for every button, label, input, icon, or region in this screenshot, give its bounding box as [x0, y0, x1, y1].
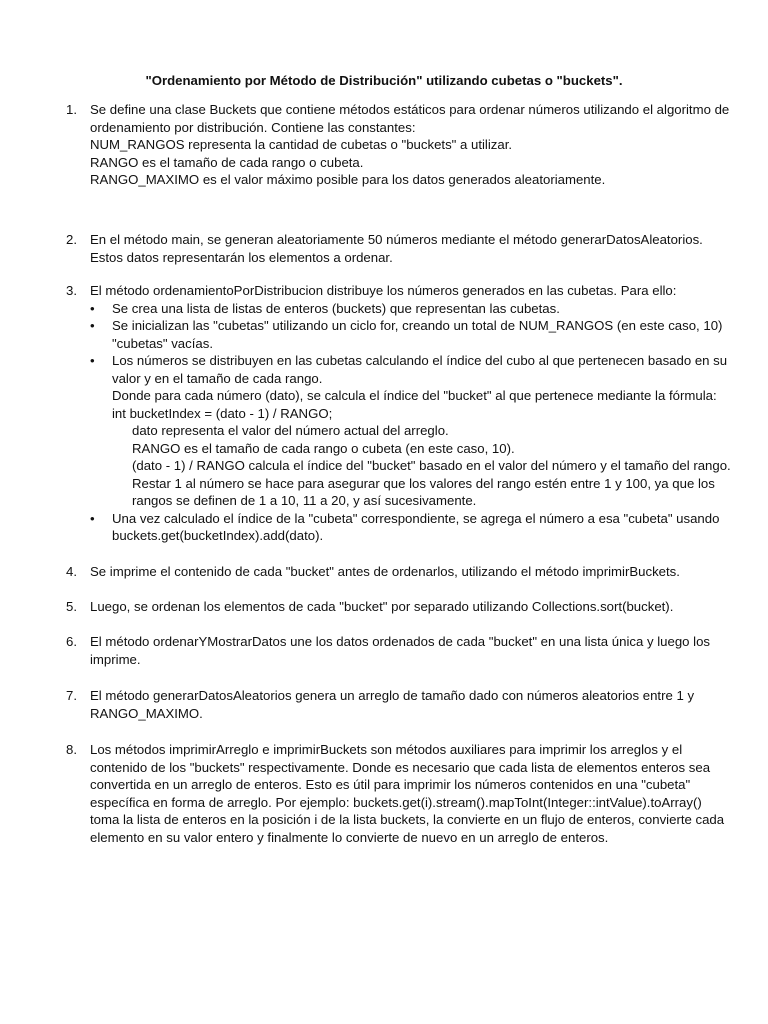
detail-line: Restar 1 al número se hace para asegurar que los valores del rango estén entre 1 y 100, ya que los rangos se definen de 1 a 10, 11 a 20, y así sucesivamente. — [132, 475, 715, 508]
item-number: 1. — [66, 102, 77, 117]
bullet-text: Una vez calculado el índice de la "cubeta" correspondiente, se agrega el número a esa "cubeta" usando buckets.get(bucketIndex).add(dato). — [112, 510, 720, 543]
document-title: "Ordenamiento por Método de Distribución" utilizando cubetas o "buckets". — [145, 73, 623, 88]
bullet-text: Donde para cada número (dato), se calcula el índice del "bucket" al que pertenece mediante la fórmula: int bucketIndex = (dato - 1) / RANGO; — [112, 388, 717, 421]
bullet-list — [90, 300, 731, 545]
bullet-text: Se inicializan las "cubetas" utilizando un ciclo for, creando un total de NUM_RANGOS (en este caso, 10) "cubetas" vacías. — [112, 318, 723, 351]
detail-line: RANGO es el tamaño de cada rango o cubeta (en este caso, 10). — [132, 440, 515, 456]
bullet-icon: • — [90, 300, 95, 316]
list-item-8 — [66, 741, 731, 846]
item-number: 8. — [66, 742, 77, 757]
bullet-item — [90, 300, 731, 318]
item-text: Luego, se ordenan los elementos de cada "bucket" por separado utilizando Collections.sort(bucket). — [90, 599, 674, 614]
item-text: Los métodos imprimirArreglo e imprimirBuckets son métodos auxiliares para imprimir los arreglos y el contenido de los "buckets" respectivamente. Donde es necesario que cada lista de elementos enteros sea convertida en un arreglo de enteros. Esto es útil para imprimir los números contenidos en una "cubeta" específica en forma de arreglo. Por ejemplo: buckets.get(i).stream().mapToInt(Integer::intValue).toArray() toma la lista de enteros en la posición i de la lista buckets, la convierte en un flujo de enteros, convierte cada elemento en su valor entero y finalmente lo convierte de nuevo en un arreglo de enteros. — [90, 742, 725, 845]
detail-line: dato representa el valor del número actual del arreglo. — [132, 423, 449, 438]
item-text: Se imprime el contenido de cada "bucket" antes de ordenarlos, utilizando el método imprimirBuckets. — [90, 564, 680, 579]
item-text: NUM_RANGOS representa la cantidad de cubetas o "buckets" a utilizar. — [90, 137, 513, 152]
item-text: El método generarDatosAleatorios genera un arreglo de tamaño dado con números aleatorios entre 1 y RANGO_MAXIMO. — [90, 688, 695, 721]
bullet-icon: • — [90, 318, 95, 333]
list-item-6 — [66, 633, 731, 668]
list-item-7 — [66, 687, 731, 722]
list-item-5 — [66, 598, 731, 616]
item-text: RANGO_MAXIMO es el valor máximo posible para los datos generados aleatoriamente. — [90, 172, 606, 187]
item-text: RANGO es el tamaño de cada rango o cubeta. — [90, 154, 364, 170]
bullet-item — [90, 510, 731, 545]
item-text: El método ordenamientoPorDistribucion distribuye los números generados en las cubetas. Para ello: — [90, 283, 677, 298]
item-text: Se define una clase Buckets que contiene métodos estáticos para ordenar números utilizando el algoritmo de ordenamiento por distribución. Contiene las constantes: — [90, 102, 730, 135]
list-item-2 — [66, 231, 731, 266]
bullet-icon: • — [90, 353, 95, 368]
item-number: 6. — [66, 634, 77, 649]
list-item-4 — [66, 563, 731, 581]
item-number: 4. — [66, 564, 77, 579]
detail-line: (dato - 1) / RANGO calcula el índice del "bucket" basado en el valor del número y el tamaño del rango. — [132, 458, 731, 473]
item-text: El método ordenarYMostrarDatos une los datos ordenados de cada "bucket" en una lista única y luego los imprime. — [90, 634, 711, 667]
list-item-3 — [66, 282, 731, 545]
item-number: 5. — [66, 599, 77, 614]
item-text: En el método main, se generan aleatoriamente 50 números mediante el método generarDatosAleatorios. Estos datos representarán los elementos a ordenar. — [90, 232, 703, 265]
list-item-1 — [66, 101, 731, 189]
item-number: 3. — [66, 283, 77, 298]
bullet-icon: • — [90, 510, 95, 526]
bullet-text: Los números se distribuyen en las cubetas calculando el índice del cubo al que pertenecen basado en su valor y en el tamaño de cada rango. — [112, 353, 728, 386]
bullet-item — [90, 317, 731, 352]
item-number: 7. — [66, 688, 77, 703]
bullet-item — [90, 352, 731, 510]
item-number: 2. — [66, 232, 77, 247]
bullet-text: Se crea una lista de listas de enteros (buckets) que representan las cubetas. — [112, 300, 560, 316]
